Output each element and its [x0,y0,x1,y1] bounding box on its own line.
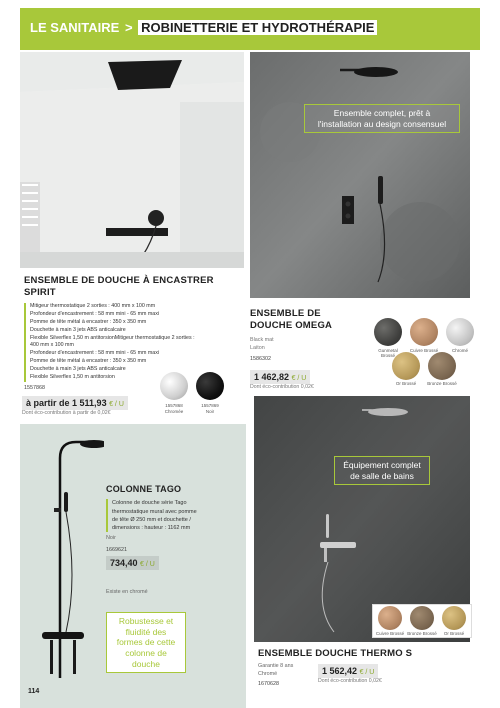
thermo-photo-callout: Équipement complet de salle de bains [334,456,430,485]
omega-block [250,308,370,363]
spirit-spec: Profondeur d'encastrement : 58 mm mini - 65 mm maxi [30,310,160,317]
omega-title: ENSEMBLE DE DOUCHE OMEGA [250,308,333,331]
spirit-spec: Mitigeur thermostatique 2 sorties : 400 mm x 100 mm [30,302,156,309]
thermo-title: ENSEMBLE DOUCHE THERMO S [258,648,413,659]
spirit-spec: Profondeur d'encastrement : 58 mm mini - 65 mm maxi [30,350,160,357]
tago-price-value: 734,40 [110,558,138,568]
omega-material: Laiton [250,344,265,351]
tago-note: Existe en chromé [106,589,148,595]
spirit-spec: Flexible Silverflex 1,50 m antitorsionMitigeur thermostatique 2 sorties : [30,334,195,341]
thermo-swatch-gold [442,606,466,630]
omega-swatch-gunmetal [374,318,402,346]
header-accent-right [480,8,482,50]
thermo-swatch-copper-label: Cuivre Brossé [375,631,405,636]
tago-spec: thermostatique mural avec pomme [112,508,197,515]
spirit-title: ENSEMBLE DE DOUCHE À ENCASTRER SPIRIT [24,275,214,298]
omega-ref: 1586302 [250,355,271,362]
spirit-price-value: 1 511,93 [72,398,107,408]
tago-spec: dimensions : hauteur : 1162 mm [112,525,191,531]
omega-swatch-chrome-label: Chromé [451,348,468,353]
spirit-spec-list [24,303,248,382]
omega-price [250,370,310,384]
omega-photo [250,52,470,298]
omega-swatch-bronze [428,352,456,380]
thermo-swatch-bronze-label: Bronze Brossé [407,631,437,636]
omega-swatch-copper [410,318,438,346]
thermo-ref: 1670628 [258,681,279,688]
spirit-swatch-chrome [160,372,188,400]
spirit-spec: Pomme de tête métal à encastrer : 350 x 350 mm [30,318,147,325]
spirit-photo [20,52,244,268]
thermo-price-unit: € / U [359,669,375,676]
spirit-swatch-black-label: Noir [205,409,215,414]
omega-swatch-gold [392,352,420,380]
tago-spec: Colonne de douche série Tago [112,500,187,507]
tago-block [106,484,238,554]
thermo-eco: Dont éco-contribution 0,02€ [318,678,382,684]
omega-price-unit: € / U [291,375,307,382]
thermo-swatch-gold-label: Or Brossé [443,631,465,636]
spirit-spec: Douchette à main 3 jets ABS anticalcaire [30,366,126,373]
spirit-ref: 1557868 [24,385,45,392]
omega-swatch-gunmetal-label: Gunmetal Brossé [378,348,398,358]
thermo-warranty: Garantie 8 ans [258,663,294,669]
thermo-finish: Chromé [258,671,278,678]
page-number: 114 [28,688,40,695]
header-separator: > [124,20,133,35]
spirit-swatch-chrome-label: Chromée [164,409,184,414]
omega-swatch-copper-label: Cuivre Brossé [409,348,439,353]
omega-swatch-gold-label: Or Brossé [395,381,417,386]
tago-callout: Robustesse et fluidité des formes de cette colonne de douche [106,612,186,673]
omega-finish: Black mat [250,336,274,343]
spirit-swatch-black-ref: 1557869 [201,403,219,408]
spirit-spec: 400 mm x 100 mm [30,342,74,349]
header-title [30,20,377,35]
tago-spec-list [106,499,238,532]
spirit-spec: Douchette à main 3 jets ABS anticalcaire [30,326,126,333]
omega-eco: Dont éco-contribution 0,02€ [250,384,314,390]
header-category: LE SANITAIRE [30,20,120,35]
thermo-swatch-copper [378,606,402,630]
spirit-swatch-chrome-ref: 1557868 [165,403,183,408]
omega-swatch-chrome [446,318,474,346]
header-subcategory: ROBINETTERIE ET HYDROTHÉRAPIE [138,20,377,35]
thermo-price [318,664,378,678]
spirit-price [22,396,128,410]
tago-spec: de tête Ø 250 mm et douchette / [112,516,191,523]
spirit-price-unit: € / U [109,401,124,408]
tago-finish: Noir [106,535,116,542]
spirit-spec: Flexible Silverflex 1,50 m antitorsion [30,374,115,381]
thermo-details [258,662,318,688]
omega-photo-callout: Ensemble complet, prêt à l'installation au design consensuel [304,104,460,133]
tago-photo [24,428,104,686]
spirit-eco: Dont éco-contribution à partir de 0,02€ [22,410,111,416]
tago-price-unit: € / U [140,561,155,568]
tago-price [106,556,159,570]
spirit-spec: Pomme de tête métal à encastrer : 350 x 350 mm [30,358,147,365]
tago-title: COLONNE TAGO [106,484,182,494]
thermo-price-value: 1 562,42 [322,666,358,676]
spirit-price-prefix: à partir de [26,398,70,408]
tago-ref: 1669621 [106,547,127,554]
spirit-swatch-black [196,372,224,400]
thermo-swatch-bronze [410,606,434,630]
omega-price-value: 1 462,82 [254,372,290,382]
omega-swatch-bronze-label: Bronze Brossé [427,381,457,386]
